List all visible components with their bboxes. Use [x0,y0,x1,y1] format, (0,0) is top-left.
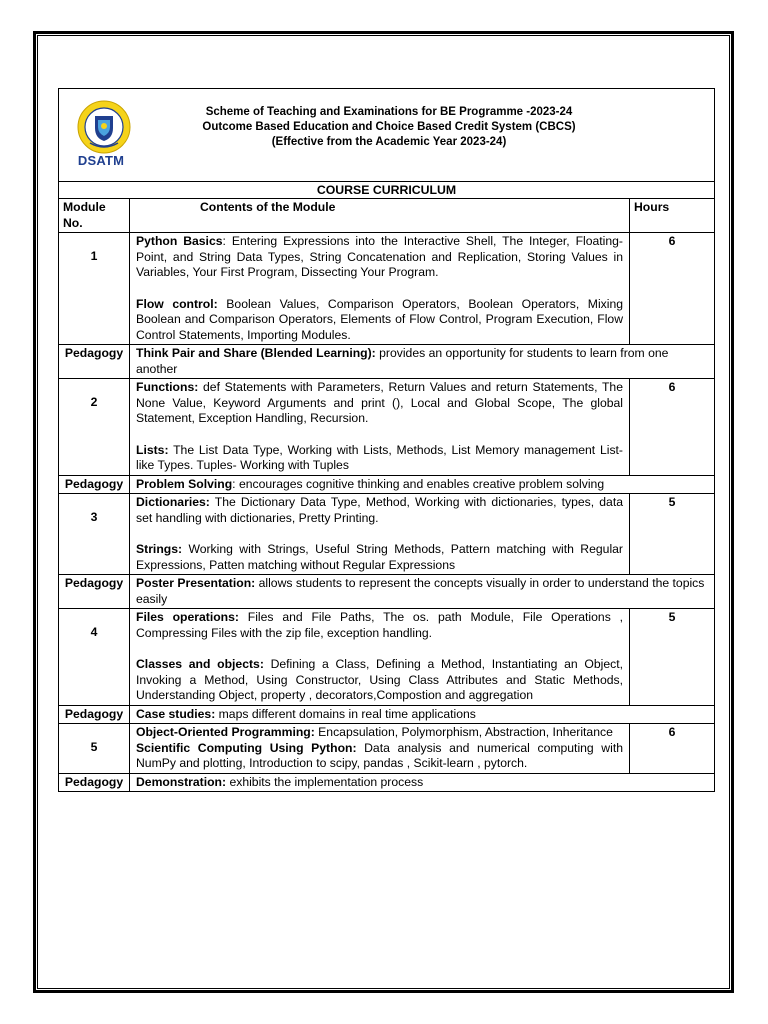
module-contents [130,609,630,706]
col-header-hours: Hours [630,199,715,233]
pedagogy-row [59,475,715,494]
topic-separator [239,610,248,624]
topic-separator [218,297,227,311]
topic-heading: Strings: [136,542,183,556]
title-line-3: (Effective from the Academic Year 2023-24) [271,136,507,148]
module-hours: 6 [630,379,715,476]
module-contents [130,724,630,774]
pedagogy-label: Pedagogy [59,575,130,609]
module-topic [136,380,623,427]
module-contents [130,494,630,575]
pedagogy-description [130,705,715,724]
document-header [59,89,715,182]
title-line-2: Outcome Based Education and Choice Based Credit System (CBCS) [202,121,576,133]
topic-text: Data analysis and numerical computing with NumPy and plotting, Introduction to scipy, pandas , Scikit-learn , pytorch. [136,740,623,770]
topic-heading: Files operations: [136,610,239,624]
pedagogy-description [130,773,715,792]
module-hours: 5 [630,609,715,706]
module-topic [136,741,623,772]
topic-text: Encapsulation, Polymorphism, Abstraction, Inheritance [318,725,613,739]
topic-text: The Dictionary Data Type, Method, Working with dictionaries, types, data set handling with dictionaries, Pretty Printing. [136,495,623,525]
module-hours: 5 [630,494,715,575]
pedagogy-description [130,575,715,609]
module-row [59,494,715,575]
topic-text: Working with Strings, Useful String Methods, Pattern matching with Regular Expressions, Patten matching without Regular Expressions [136,542,623,572]
module-topic [136,657,623,704]
pedagogy-text: : encourages cognitive thinking and enables creative problem solving [232,476,605,491]
module-topic [136,542,623,573]
module-hours: 6 [630,724,715,774]
crest-icon [76,99,132,155]
pedagogy-text: maps different domains in real time applications [218,706,476,721]
module-topic [136,297,623,344]
pedagogy-description [130,475,715,494]
pedagogy-row [59,773,715,792]
pedagogy-label: Pedagogy [59,345,130,379]
pedagogy-label: Pedagogy [59,475,130,494]
module-contents [130,233,630,345]
module-row [59,233,715,345]
module-row [59,609,715,706]
topic-heading: Lists: [136,442,169,457]
table-header-row [59,199,715,233]
topic-text: Defining a Class, Defining a Method, Instantiating an Object, Invoking a Method, Using Constructor, Using Class Attributes and Static Methods, Understanding Object, property , decorators,Compostion and aggregation [136,657,623,702]
title-line-1: Scheme of Teaching and Examinations for BE Programme -2023-24 [205,106,573,118]
logo-text: DSATM [77,153,125,168]
pedagogy-row [59,575,715,609]
module-number: 1 [59,233,130,345]
module-topic [136,495,623,526]
pedagogy-text: allows students to represent the concepts visually in order to understand the topics easily [136,576,705,606]
module-topic [136,610,623,641]
topic-heading: Flow control: [136,296,218,311]
document-title [169,105,609,150]
pedagogy-label: Pedagogy [59,705,130,724]
module-number: 5 [59,724,130,774]
pedagogy-text: provides an opportunity for students to learn from one another [136,346,669,376]
topic-text: Files and File Paths, The os. path Module, File Operations , Compressing Files with the zip file, exception handling. [136,610,623,640]
curriculum-title: COURSE CURRICULUM [59,182,715,199]
topic-heading: Python Basics [136,234,223,248]
pedagogy-method: Think Pair and Share (Blended Learning): [136,346,376,360]
pedagogy-method: Problem Solving [136,476,233,491]
module-topic [136,725,623,741]
pedagogy-method: Demonstration: [136,774,227,789]
pedagogy-text: exhibits the implementation process [229,774,424,789]
module-row [59,724,715,774]
module-contents [130,379,630,476]
pedagogy-method: Case studies: [136,706,216,721]
pedagogy-row [59,345,715,379]
module-number: 2 [59,379,130,476]
module-topic [136,234,623,281]
module-topic [136,443,623,474]
col-header-contents: Contents of the Module [130,199,630,233]
topic-text: Entering Expressions into the Interactive Shell, The Integer, Floating-Point, and String Data Types, String Concatenation and Replication, Storing Values in Variables, Your First Program, Dissecting Your Program. [136,234,623,279]
topic-heading: Classes and objects: [136,657,264,671]
topic-text: def Statements with Parameters, Return Values and return Statements, The None Value, Keyword Arguments and print (), Local and Global Scope, The global Statement, Exception Handling, Recursion. [136,380,623,425]
pedagogy-row [59,705,715,724]
topic-heading: Object-Oriented Programming: [136,725,315,739]
topic-text: The List Data Type, Working with Lists, Methods, List Memory management List-like Types. Tuples- Working with Tuples [136,442,623,472]
topic-separator [264,657,271,671]
module-number: 4 [59,609,130,706]
topic-heading: Scientific Computing Using Python: [136,740,357,755]
topic-text: Boolean Values, Comparison Operators, Boolean Operators, Mixing Boolean and Comparison Operators, Elements of Flow Control, Program Execution, Flow Control Statements, Importing Modules. [136,296,624,342]
pedagogy-description [130,345,715,379]
pedagogy-label: Pedagogy [59,773,130,792]
module-number: 3 [59,494,130,575]
module-row [59,379,715,476]
topic-heading: Functions: [136,380,199,394]
col-header-module: Module No. [59,199,130,233]
curriculum-table [58,88,715,792]
module-hours: 6 [630,233,715,345]
topic-separator: : [222,234,232,248]
pedagogy-method: Poster Presentation: [136,576,256,590]
topic-separator [357,741,365,755]
topic-heading: Dictionaries: [136,495,210,509]
